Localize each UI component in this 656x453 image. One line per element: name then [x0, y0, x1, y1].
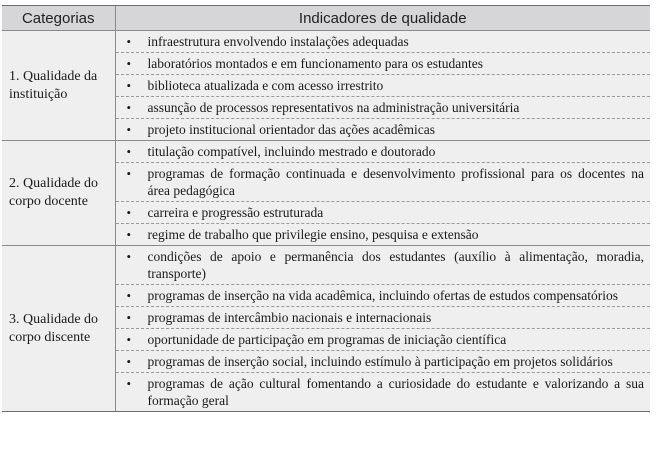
indicator-cell — [115, 202, 650, 224]
category-cell: 3. Qualidade do corpo discente — [2, 246, 115, 412]
indicator-cell — [115, 31, 650, 53]
indicator-cell — [115, 141, 650, 163]
header-indicadores: Indicadores de qualidade — [115, 6, 650, 31]
indicator-text: carreira e progressão estruturada — [147, 205, 324, 220]
list-item — [116, 246, 651, 284]
bullet-icon: • — [126, 122, 132, 137]
indicator-cell — [115, 246, 650, 285]
indicator-text: programas de inserção social, incluindo estímulo à participação em projetos solidários — [147, 354, 613, 369]
bullet-icon: • — [126, 100, 132, 115]
list-item — [116, 141, 651, 162]
bullet-icon: • — [126, 144, 132, 159]
category-cell: 1. Qualidade da instituição — [2, 31, 115, 141]
indicator-cell — [115, 373, 650, 412]
table-row — [2, 31, 650, 53]
indicator-cell — [115, 163, 650, 202]
indicator-cell — [115, 307, 650, 329]
indicator-text: condições de apoio e permanência dos estudantes (auxílio à alimentação, moradia, transporte) — [147, 249, 644, 281]
bullet-icon: • — [126, 34, 132, 49]
list-item — [116, 97, 651, 118]
indicator-text: regime de trabalho que privilegie ensino, pesquisa e extensão — [147, 227, 479, 242]
list-item — [116, 53, 651, 74]
indicator-cell — [115, 224, 650, 246]
bullet-icon: • — [126, 376, 132, 391]
indicator-text: programas de ação cultural fomentando a curiosidade do estudante e valorizando a sua formação geral — [147, 376, 644, 408]
list-item — [116, 75, 651, 96]
table-body — [2, 31, 650, 412]
bullet-icon: • — [126, 205, 132, 220]
indicator-cell — [115, 53, 650, 75]
indicator-text: laboratórios montados e em funcionamento para os estudantes — [147, 56, 484, 71]
list-item — [116, 373, 651, 411]
list-item — [116, 202, 651, 223]
indicator-text: projeto institucional orientador das ações acadêmicas — [147, 122, 436, 137]
indicator-text: assunção de processos representativos na administração universitária — [147, 100, 520, 115]
indicator-text: programas de inserção na vida acadêmica, incluindo ofertas de estudos compensatórios — [147, 288, 618, 303]
list-item — [116, 31, 651, 52]
bullet-icon: • — [126, 332, 132, 347]
table-row — [2, 141, 650, 163]
indicator-cell — [115, 351, 650, 373]
indicator-text: programas de intercâmbio nacionais e internacionais — [147, 310, 432, 325]
bullet-icon: • — [126, 310, 132, 325]
list-item — [116, 329, 651, 350]
indicator-cell — [115, 75, 650, 97]
list-item — [116, 163, 651, 201]
indicator-text: biblioteca atualizada e com acesso irrestrito — [147, 78, 384, 93]
list-item — [116, 351, 651, 372]
quality-indicators-table — [2, 5, 650, 412]
indicator-text: infraestrutura envolvendo instalações adequadas — [147, 34, 409, 49]
bullet-icon: • — [126, 249, 132, 264]
indicator-text: programas de formação continuada e desenvolvimento profissional para os docentes na área pedagógica — [147, 166, 644, 198]
list-item — [116, 119, 651, 140]
bullet-icon: • — [126, 56, 132, 71]
header-categorias: Categorias — [2, 6, 115, 31]
table-row — [2, 246, 650, 285]
bullet-icon: • — [126, 354, 132, 369]
indicator-text: titulação compatível, incluindo mestrado e doutorado — [147, 144, 436, 159]
indicator-cell — [115, 285, 650, 307]
header-row — [2, 6, 650, 31]
bullet-icon: • — [126, 227, 132, 242]
indicator-cell — [115, 119, 650, 141]
indicator-cell — [115, 329, 650, 351]
list-item — [116, 285, 651, 306]
bullet-icon: • — [126, 78, 132, 93]
category-cell: 2. Qualidade do corpo docente — [2, 141, 115, 246]
bullet-icon: • — [126, 166, 132, 181]
indicator-cell — [115, 97, 650, 119]
indicator-text: oportunidade de participação em programas de iniciação científica — [147, 332, 507, 347]
bullet-icon: • — [126, 288, 132, 303]
list-item — [116, 307, 651, 328]
list-item — [116, 224, 651, 245]
